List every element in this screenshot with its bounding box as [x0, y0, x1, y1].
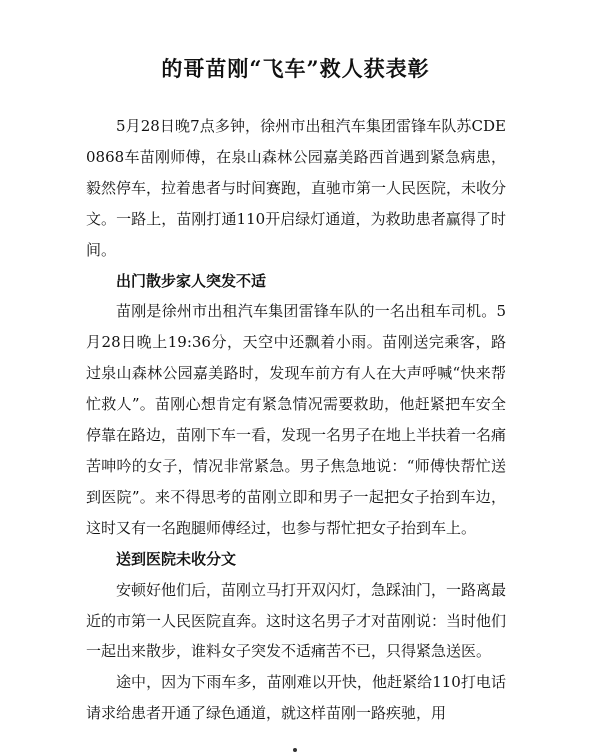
- paragraph-section-2-continued: 途中，因为下雨车多，苗刚难以开快，他赶紧给110打电话请求给患者开通了绿色通道，就这样苗刚一路疾驰，用: [86, 673, 506, 723]
- paragraph-section-2: 安顿好他们后，苗刚立马打开双闪灯，急踩油门，一路离最近的市第一人民医院直奔。这时这名男子才对苗刚说：当时他们一起出来散步，谁料女子突发不适痛苦不已，只得紧急送医。: [86, 580, 507, 661]
- section-heading-2: 送到医院未收分文: [116, 549, 237, 568]
- article-title: 的哥苗刚“飞车”救人获表彰: [161, 56, 430, 81]
- paragraph-intro: 5月28日晚7点多钟，徐州市出租汽车集团雷锋车队苏CDE0868车苗刚师傅，在泉山森林公园嘉美路西首遇到紧急病患，毅然停车，拉着患者与时间赛跑，直驰市第一人民医院，未收分文。一路上，苗刚打通110开启绿灯通道，为救助患者赢得了时间。: [86, 117, 507, 259]
- page-bottom-mark: [293, 748, 297, 752]
- section-heading-1: 出门散步家人突发不适: [116, 271, 267, 290]
- paragraph-section-1: 苗刚是徐州市出租汽车集团雷锋车队的一名出租车司机。5月28日晚上19:36分，天空中还飘着小雨。苗刚送完乘客，路过泉山森林公园嘉美路时，发现车前方有人在大声呼喊“快来帮忙救人”。苗刚心想肯定有紧急情况需要救助，他赶紧把车安全停靠在路边，苗刚下车一看，发现一名男子在地上半扶着一名痛苦呻吟的女子，情况非常紧急。男子焦急地说：“师傅快帮忙送到医院”。来不得思考的苗刚立即和男子一起把女子抬到车边，这时又有一名跑腿师傅经过，也参与帮忙把女子抬到车上。: [86, 302, 507, 537]
- article-body: [86, 111, 506, 729]
